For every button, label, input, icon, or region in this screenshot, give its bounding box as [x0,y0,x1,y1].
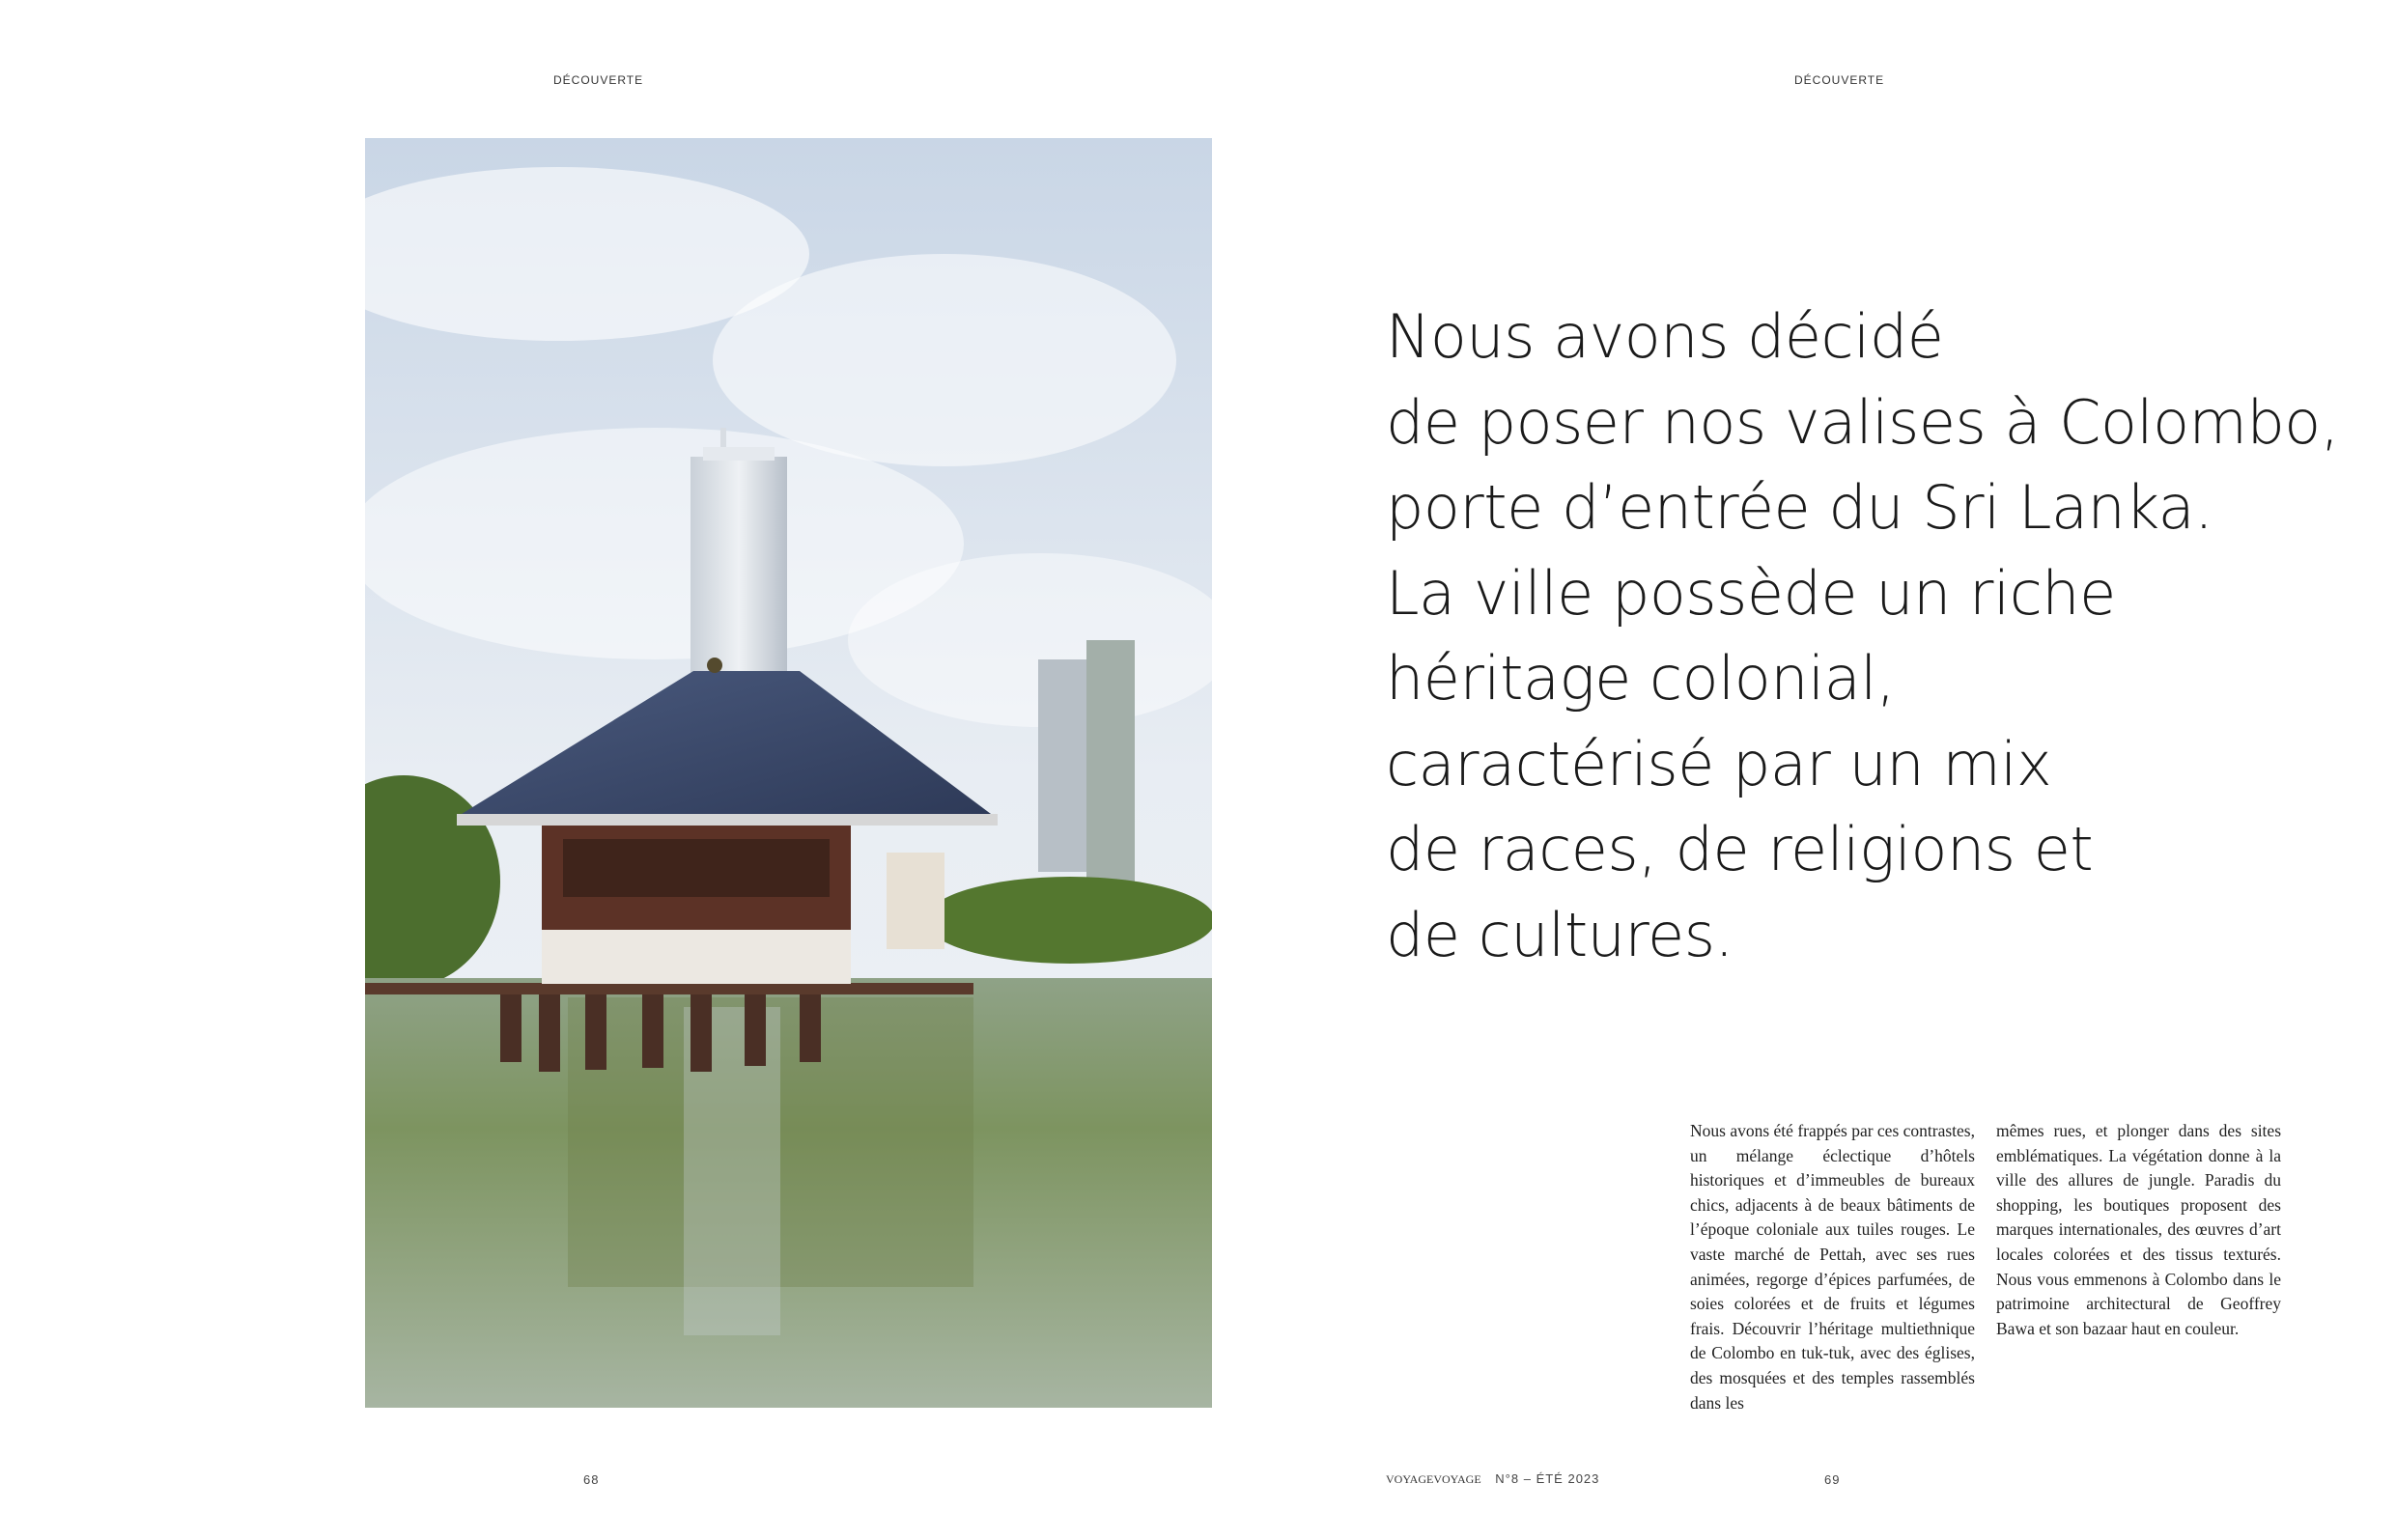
issue-info: N°8 – ÉTÉ 2023 [1495,1471,1600,1486]
body-column-2: mêmes rues, et plonger dans des sites emblématiques. La végétation donne à la ville des allures de jungle. Paradis du shopping, les boutiques proposent des marques internationales, des œuvres d’art locales colorées et des tissus texturés. Nous vous emmenons à Colombo dans le patrimoine architectural de Geoffrey Bawa et son bazaar haut en couleur. [1996,1121,2281,1338]
page-number-right: 69 [1824,1472,1841,1487]
lake-pavilion-photo [365,138,1212,1408]
photo-illustration [365,138,1212,1408]
quote-line: héritage colonial, [1386,643,1896,714]
quote-line: de poser nos valises à Colombo, [1386,386,2339,458]
quote-line: caractérisé par un mix [1386,728,2052,799]
quote-line: porte d’entrée du Sri Lanka. [1386,472,2213,543]
page-number-left: 68 [583,1472,600,1487]
quote-line: de cultures. [1386,899,1734,970]
magazine-logo: VOYAGEVOYAGE [1386,1472,1481,1486]
pull-quote [1386,294,2352,978]
quote-line: de races, de religions et [1386,814,2094,884]
running-head-left: DÉCOUVERTE [553,73,644,87]
running-head-right: DÉCOUVERTE [1794,73,1885,87]
magazine-masthead [1386,1471,1599,1487]
body-column-1: Nous avons été frappés par ces contrastes, un mélange éclectique d’hôtels historiques et d’immeubles de bureaux chics, adjacents à de beaux bâtiments de l’époque coloniale aux tuiles rouges. Le vaste marché de Pettah, avec ses rues animées, regorge d’épices parfumées, de soies colorées et de fruits et légumes frais. Découvrir l’héritage multiethnique de Colombo en tuk-tuk, avec des églises, des mosquées et des temples rassemblés dans les [1690,1121,1975,1413]
quote-line: La ville possède un riche [1386,557,2116,629]
quote-line: Nous avons décidé [1386,301,1944,372]
